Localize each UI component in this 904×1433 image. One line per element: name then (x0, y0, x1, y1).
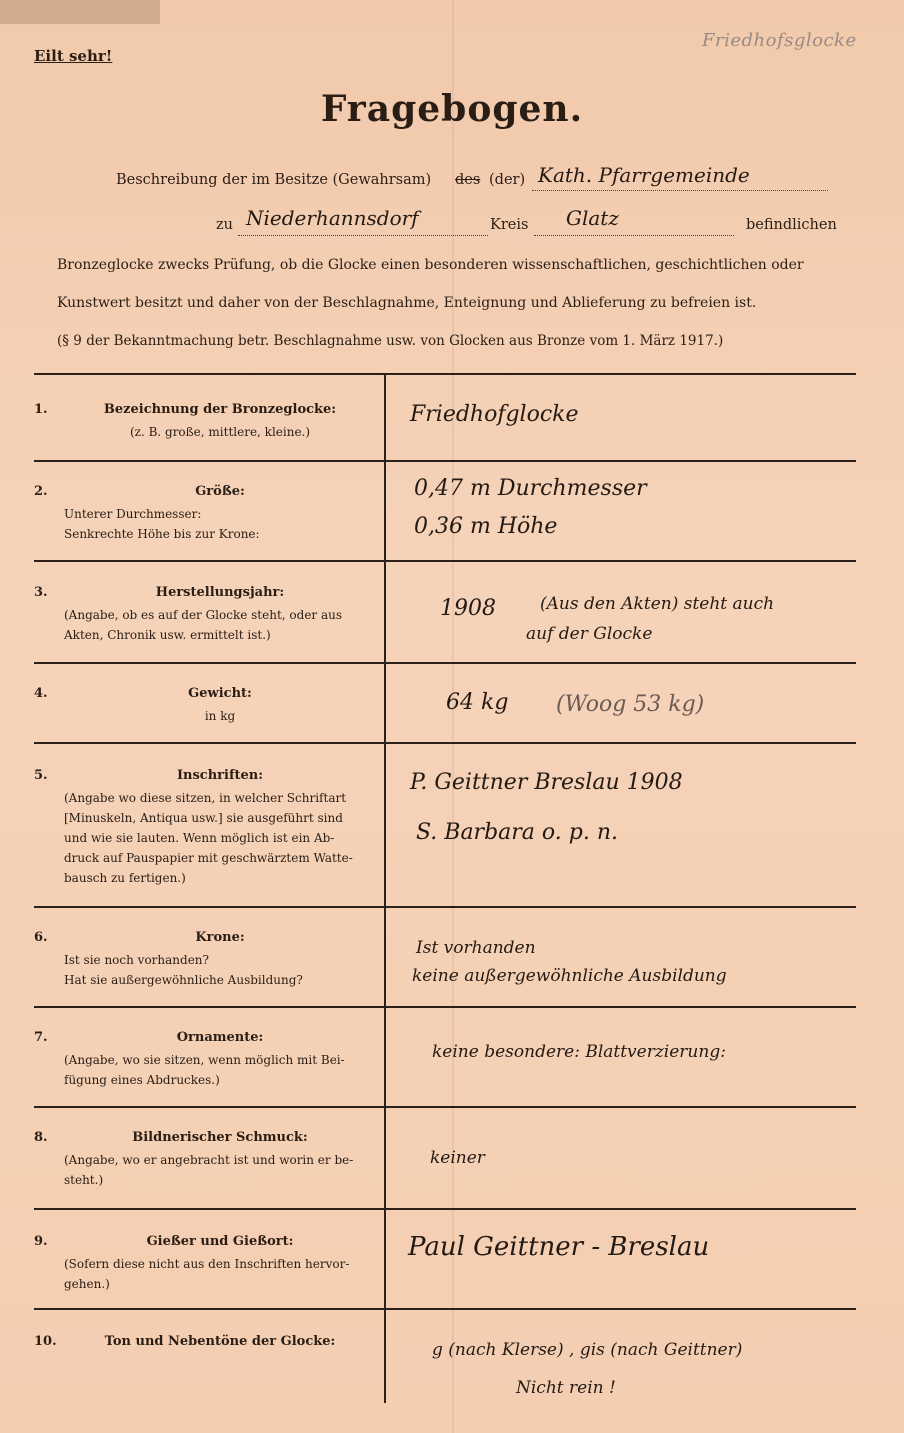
table-rule (34, 906, 856, 908)
row-3-desc-1: (Angabe, ob es auf der Glocke steht, oder aus (64, 608, 343, 622)
row-2-heading: Größe: (195, 484, 245, 499)
row-10-heading: Ton und Nebentöne der Glocke: (104, 1334, 336, 1349)
row-6-heading: Krone: (195, 930, 245, 945)
row-3-answer-note-2: auf der Glocke (526, 624, 653, 644)
row-5-desc-3: und wie sie lauten. Wenn möglich ist ein Ab- (64, 831, 335, 845)
row-5-desc-2: [Minuskeln, Antiqua usw.] sie ausgeführt sind (64, 811, 343, 825)
row-9-answer: Paul Geittner - Breslau (408, 1232, 710, 1262)
row-8-desc-1: (Angabe, wo er angebracht ist und worin er be- (64, 1153, 354, 1167)
row-10-number: 10. (34, 1334, 57, 1349)
row-5-answer-1: P. Geittner Breslau 1908 (410, 770, 683, 795)
row-1-number: 1. (34, 402, 48, 417)
paper-stain (0, 0, 160, 24)
row-2-answer-1: 0,47 m Durchmesser (414, 476, 647, 501)
intro-line1-des: des (455, 172, 481, 188)
place-handwriting: Niederhannsdorf (246, 206, 419, 230)
row-10-answer-1: g (nach Klerse) , gis (nach Geittner) (432, 1340, 743, 1360)
intro-line3: Bronzeglocke zwecks Prüfung, ob die Glocke einen besonderen wissenschaftlichen, geschichtlichen oder (57, 257, 804, 273)
row-4-heading: Gewicht: (188, 686, 252, 701)
row-8-desc-2: steht.) (64, 1173, 104, 1187)
row-10-answer-2: Nicht rein ! (516, 1378, 616, 1398)
paper-fold (452, 0, 454, 1433)
intro-line1-a: Beschreibung der im Besitze (Gewahrsam) (116, 172, 432, 188)
table-rule (34, 742, 856, 744)
row-6-answer-1: Ist vorhanden (416, 938, 536, 958)
row-9-heading: Gießer und Gießort: (146, 1234, 294, 1249)
row-5-number: 5. (34, 768, 48, 783)
row-3-answer-year: 1908 (440, 596, 496, 621)
row-7-answer: keine besondere: Blattverzierung: (432, 1042, 726, 1062)
row-5-desc-1: (Angabe wo diese sitzen, in welcher Schriftart (64, 791, 347, 805)
table-rule (34, 460, 856, 462)
row-9-number: 9. (34, 1234, 48, 1249)
page-title: Fragebogen. (320, 88, 584, 130)
row-3-answer-note-1: (Aus den Akten) steht auch (540, 594, 775, 614)
intro-line4: Kunstwert besitzt und daher von der Beschlagnahme, Enteignung und Ablieferung zu befreien ist. (57, 295, 757, 311)
table-rule (34, 1106, 856, 1108)
row-3-heading: Herstellungsjahr: (155, 585, 285, 600)
row-5-desc-4: druck auf Pauspapier mit geschwärztem Watte- (64, 851, 353, 865)
row-7-desc-1: (Angabe, wo sie sitzen, wenn möglich mit Bei- (64, 1053, 345, 1067)
row-4-answer: 64 kg (446, 690, 509, 715)
row-6-desc-1: Ist sie noch vorhanden? (64, 953, 209, 967)
row-6-answer-2: keine außergewöhnliche Ausbildung (412, 966, 727, 986)
corner-pencil-note: Friedhofsglocke (702, 30, 857, 51)
row-6-desc-2: Hat sie außergewöhnliche Ausbildung? (64, 973, 303, 987)
row-9-desc-2: gehen.) (64, 1277, 110, 1291)
row-1-heading: Bezeichnung der Bronzeglocke: (103, 402, 337, 417)
table-divider (384, 373, 386, 1403)
row-8-number: 8. (34, 1130, 48, 1145)
row-1-desc: (z. B. große, mittlere, kleine.) (129, 425, 311, 439)
row-2-answer-2: 0,36 m Höhe (414, 514, 558, 539)
row-3-desc-2: Akten, Chronik usw. ermittelt ist.) (64, 628, 271, 642)
district-handwriting: Glatz (566, 206, 619, 230)
row-4-number: 4. (34, 686, 48, 701)
table-rule (34, 1308, 856, 1310)
row-8-heading: Bildnerischer Schmuck: (132, 1130, 308, 1145)
row-7-desc-2: fügung eines Abdruckes.) (64, 1073, 220, 1087)
intro-line5: (§ 9 der Bekanntmachung betr. Beschlagnahme usw. von Glocken aus Bronze vom 1. März 1917.) (57, 333, 724, 349)
row-5-desc-5: bausch zu fertigen.) (64, 871, 186, 885)
intro-befindlichen: befindlichen (746, 217, 837, 233)
row-4-pencil-note: (Woog 53 kg) (556, 692, 705, 717)
owner-handwriting: Kath. Pfarrgemeinde (538, 163, 750, 187)
blank-place (238, 235, 488, 236)
row-2-desc-2: Senkrechte Höhe bis zur Krone: (64, 527, 260, 541)
row-9-desc-1: (Sofern diese nicht aus den Inschriften hervor- (64, 1257, 350, 1271)
blank-district (534, 235, 734, 236)
table-rule (34, 1208, 856, 1210)
row-8-answer: keiner (430, 1148, 485, 1168)
row-5-answer-2: S. Barbara o. p. n. (416, 820, 618, 845)
row-4-desc: in kg (204, 709, 236, 723)
row-7-number: 7. (34, 1030, 48, 1045)
row-3-number: 3. (34, 585, 48, 600)
row-6-number: 6. (34, 930, 48, 945)
intro-line1-b: (der) (489, 172, 526, 188)
urgent-notice: Eilt sehr! (34, 47, 113, 65)
intro-zu: zu (216, 217, 233, 233)
row-2-number: 2. (34, 484, 48, 499)
table-rule (34, 662, 856, 664)
row-7-heading: Ornamente: (176, 1030, 264, 1045)
row-1-answer: Friedhofglocke (410, 402, 579, 427)
row-5-heading: Inschriften: (176, 768, 264, 783)
table-rule (34, 1006, 856, 1008)
table-rule (34, 560, 856, 562)
blank-owner (532, 190, 828, 191)
row-2-desc-1: Unterer Durchmesser: (64, 507, 202, 521)
table-rule (34, 373, 856, 375)
intro-kreis: Kreis (490, 217, 529, 233)
